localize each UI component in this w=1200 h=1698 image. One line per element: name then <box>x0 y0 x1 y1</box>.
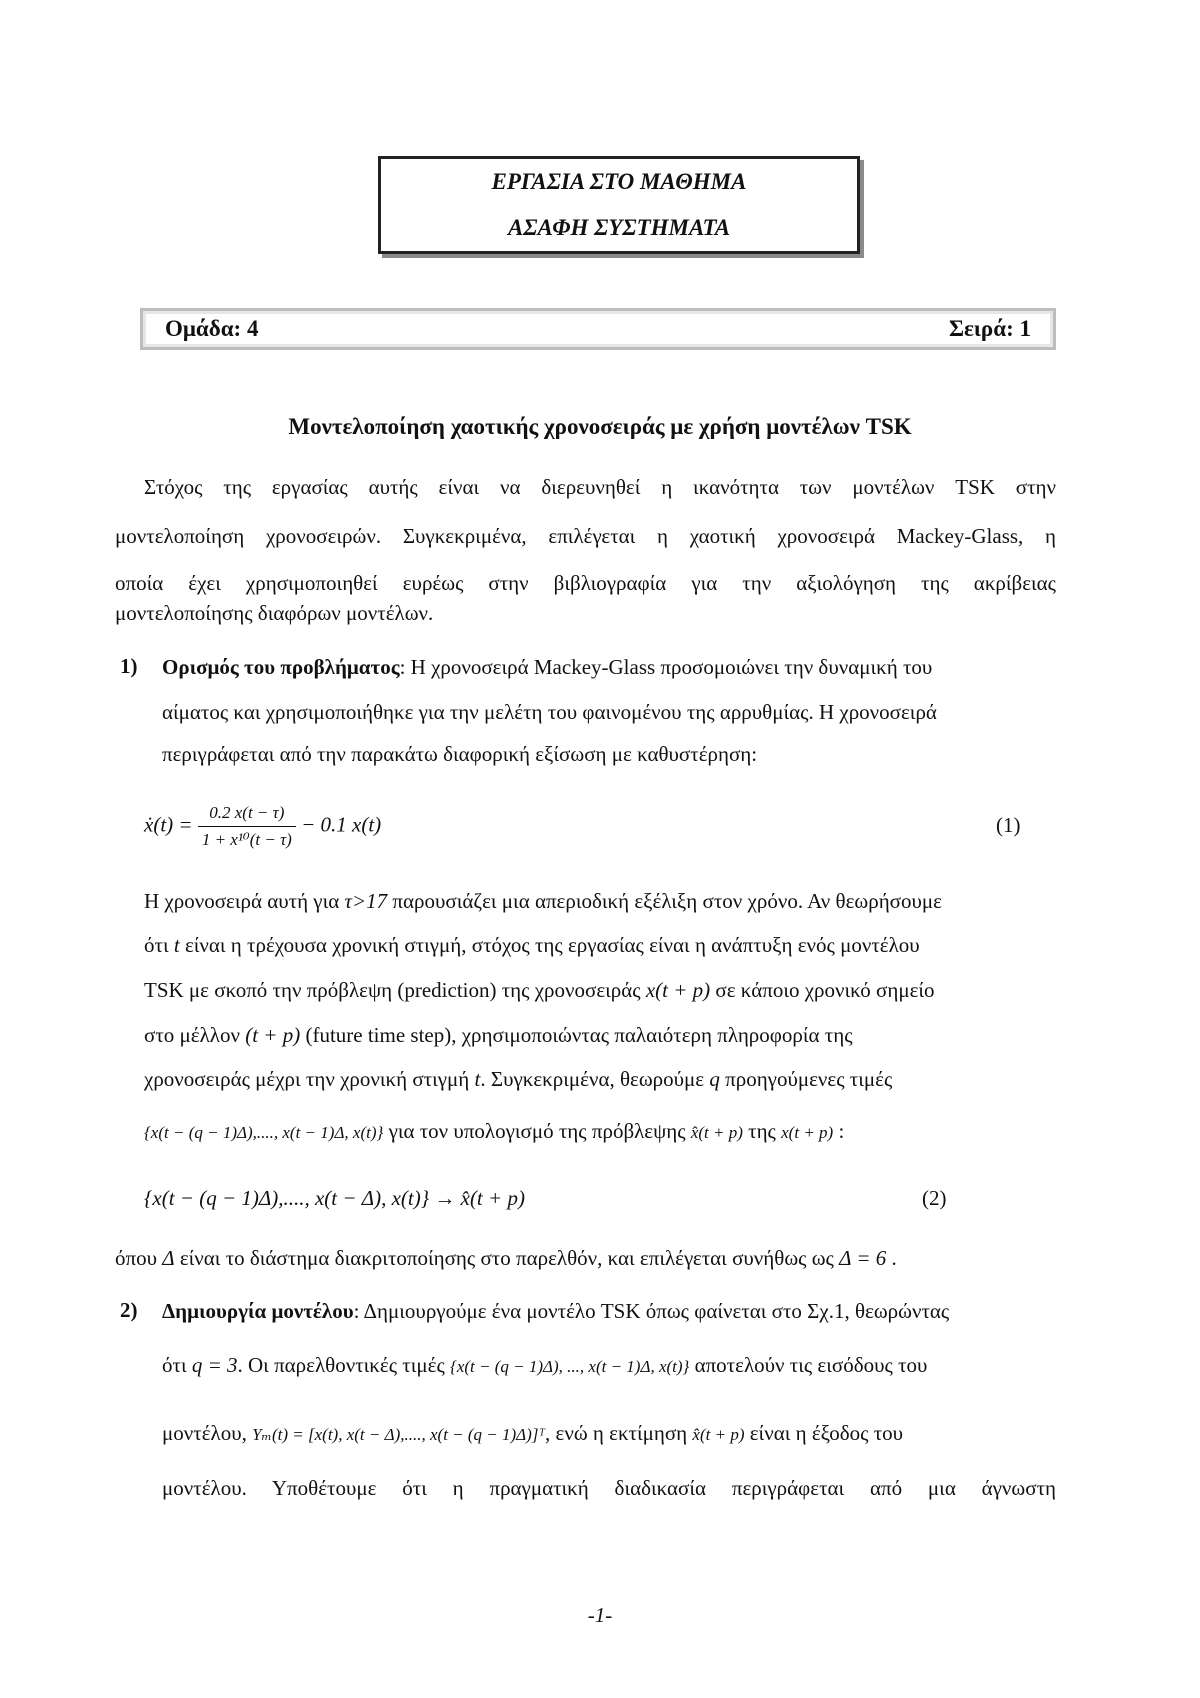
para2-line-5 <box>144 1066 892 1092</box>
para2-line-1 <box>144 888 942 914</box>
para2-l5b: . Συγκεκριμένα, θεωρούμε <box>480 1067 710 1091</box>
para2-l3a: TSK με σκοπό την πρόβλεψη (prediction) της χρονοσειράς <box>144 978 646 1002</box>
s2-l3c: είναι η έξοδος του <box>744 1421 904 1445</box>
s2-l2a: ότι <box>162 1353 192 1377</box>
eq1-numerator: 0.2 x(t − τ) <box>198 800 296 827</box>
section2-title: Δημιουργία μοντέλου <box>162 1299 354 1323</box>
para2-l1b: παρουσιάζει μια απεριοδική εξέλιξη στον χρόνο. Αν θεωρήσουμε <box>387 889 942 913</box>
expr-t-plus-p: (t + p) <box>245 1023 301 1047</box>
para2-l5a: χρονοσειράς μέχρι την χρονική στιγμή <box>144 1067 475 1091</box>
group-label: Ομάδα: 4 <box>165 316 259 341</box>
para2-l4b: (future time step), χρησιμοποιώντας παλαιότερη πληροφορία της <box>300 1023 853 1047</box>
para2-l2a: ότι <box>144 933 174 957</box>
var-delta: Δ <box>162 1246 175 1270</box>
section1-line-3: περιγράφεται από την παρακάτω διαφορική εξίσωση με καθυστέρηση: <box>162 742 758 766</box>
course-title-line2: ΑΣΑΦΗ ΣΥΣΤΗΜΑΤΑ <box>507 215 731 240</box>
section2-number: 2) <box>120 1298 138 1322</box>
series-label: Σειρά: 1 <box>948 316 1031 341</box>
expr-x-t-plus-p-2: x(t + p) <box>781 1123 834 1142</box>
para2-line-2 <box>144 932 920 958</box>
section1-line-2: αίματος και χρησιμοποιήθηκε για την μελέτη του φαινομένου της αρρυθμίας. Η χρονοσειρά <box>162 700 937 724</box>
page-number: -1- <box>587 1603 613 1627</box>
var-t: t <box>173 933 180 957</box>
para2-line-4 <box>144 1022 853 1048</box>
expr-ym: Yₘ(t) = [x(t), x(t − Δ),...., x(t − (q − 1)Δ)]ᵀ <box>252 1425 546 1444</box>
tau-condition: τ>17 <box>344 889 388 913</box>
eq2-label: (2) <box>922 1186 947 1210</box>
para2-l2b: είναι η τρέχουσα χρονική στιγμή, στόχος της εργασίας είναι η ανάπτυξη ενός μοντέλου <box>179 933 920 957</box>
section2-line-1-text: : Δημιουργούμε ένα μοντέλο TSK όπως φαίνεται στο Σχ.1, θεωρώντας <box>353 1299 950 1323</box>
intro-line-3: οποία έχει χρησιμοποιηθεί ευρέως στην βιβλιογραφία για την αξιολόγηση της ακρίβειας <box>115 571 1056 595</box>
section1-line-1 <box>162 654 932 680</box>
var-q: q <box>709 1067 720 1091</box>
para2-l6b: της <box>742 1119 782 1143</box>
section2-line-3 <box>162 1420 903 1448</box>
expr-q-3: q = 3 <box>191 1353 238 1377</box>
eq1-fraction <box>198 800 296 853</box>
expr-past-values: {x(t − (q − 1)Δ),...., x(t − 1)Δ, x(t)} <box>144 1123 384 1142</box>
para3-c: . <box>886 1246 897 1270</box>
s2-l2b: . Οι παρελθοντικές τιμές <box>237 1353 451 1377</box>
document-heading: Μοντελοποίηση χαοτικής χρονοσειράς με χρήση μοντέλων TSK <box>288 414 912 439</box>
para2-l6c: : <box>833 1119 845 1143</box>
para2-l1a: Η χρονοσειρά αυτή για <box>144 889 345 913</box>
intro-line-1: Στόχος της εργασίας αυτής είναι να διερευνηθεί η ικανότητα των μοντέλων TSK στην <box>144 475 1056 499</box>
expr-delta-6: Δ = 6 <box>839 1246 887 1270</box>
para2-l5c: προηγούμενες τιμές <box>719 1067 893 1091</box>
eq1-denominator: 1 + x¹⁰(t − τ) <box>201 830 292 849</box>
section2-line-2 <box>162 1352 927 1380</box>
para2-l6a: για τον υπολογισμό της πρόβλεψης <box>383 1119 691 1143</box>
intro-line-2: μοντελοποίηση χρονοσειρών. Συγκεκριμένα, επιλέγεται η χαοτική χρονοσειρά Mackey-Glass, η <box>115 524 1056 548</box>
para2-line-6 <box>144 1118 844 1146</box>
expr-x-hat-2: x̂(t + p) <box>692 1425 745 1444</box>
para3-a: όπου <box>115 1246 163 1270</box>
equation-1 <box>144 800 381 853</box>
section1-number: 1) <box>120 654 138 678</box>
section1-title: Ορισμός του προβλήματος <box>162 655 400 679</box>
course-title-line1: ΕΡΓΑΣΙΑ ΣΤΟ ΜΑΘΗΜΑ <box>491 169 747 194</box>
group-info-box <box>140 308 1056 350</box>
eq1-rest: − 0.1 x(t) <box>301 812 382 837</box>
section2-line-1 <box>162 1298 949 1324</box>
course-title-box <box>378 156 860 254</box>
expr-x-t-plus-p: x(t + p) <box>645 978 711 1002</box>
eq1-lhs: ẋ(t) = <box>144 812 193 837</box>
para3-b: είναι το διάστημα διακριτοποίησης στο παρελθόν, και επιλέγεται συνήθως ως <box>174 1246 840 1270</box>
equation-2: {x(t − (q − 1)Δ),...., x(t − Δ), x(t)} → x̂(t + p) <box>144 1186 525 1210</box>
para2-l3b: σε κάποιο χρονικό σημείο <box>710 978 935 1002</box>
section2-line-4: μοντέλου. Υποθέτουμε ότι η πραγματική διαδικασία περιγράφεται από μια άγνωστη <box>162 1476 1056 1500</box>
intro-line-4: μοντελοποίησης διαφόρων μοντέλων. <box>115 601 434 625</box>
var-t-2: t <box>474 1067 481 1091</box>
para2-line-3 <box>144 977 935 1003</box>
s2-l3b: , ενώ η εκτίμηση <box>545 1421 693 1445</box>
para3-line <box>115 1245 897 1271</box>
expr-inputs: {x(t − (q − 1)Δ), ..., x(t − 1)Δ, x(t)} <box>450 1357 690 1376</box>
para2-l4a: στο μέλλον <box>144 1023 246 1047</box>
eq1-label: (1) <box>996 813 1021 837</box>
expr-x-hat: x̂(t + p) <box>690 1123 743 1142</box>
s2-l2c: αποτελούν τις εισόδους του <box>689 1353 928 1377</box>
s2-l3a: μοντέλου, <box>162 1421 253 1445</box>
section1-line-1-text: : Η χρονοσειρά Mackey-Glass προσομοιώνει την δυναμική του <box>399 655 933 679</box>
